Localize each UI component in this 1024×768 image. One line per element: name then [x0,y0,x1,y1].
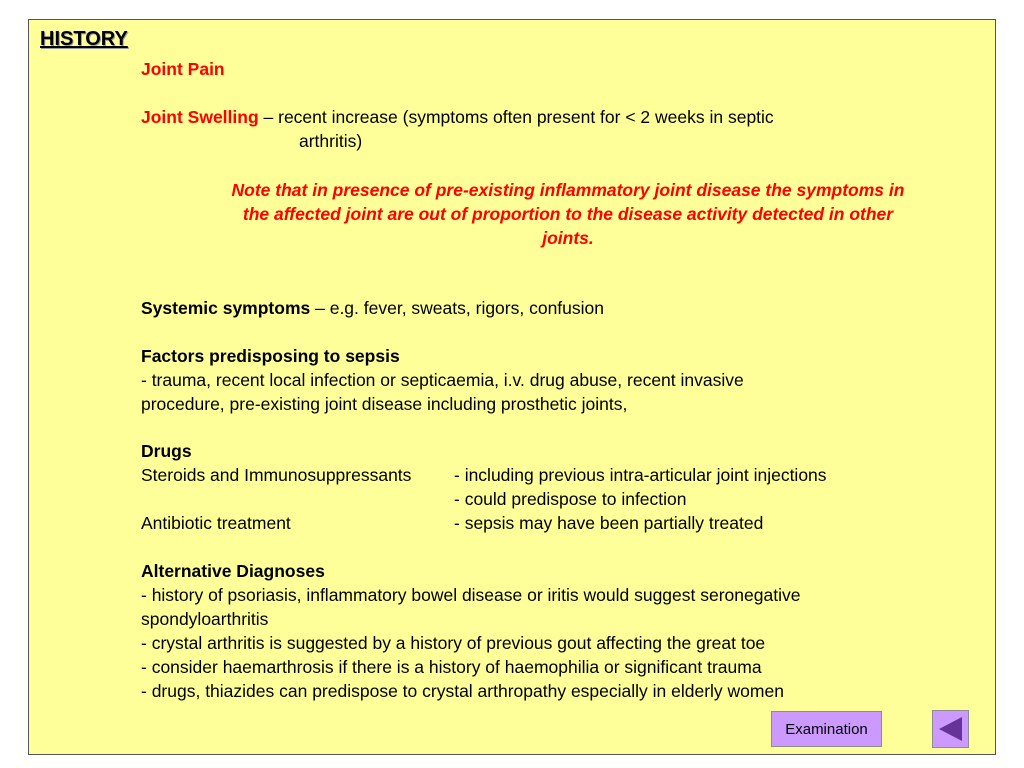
alternative-line: spondyloarthritis [141,609,269,629]
systemic-symptoms-line [141,297,604,319]
drugs-heading: Drugs [141,441,192,461]
steroids-label: Steroids and Immunosuppressants [141,465,412,485]
examination-button[interactable]: Examination [771,711,882,747]
factors-line: procedure, pre-existing joint disease including prosthetic joints, [141,394,628,414]
slide-title: HISTORY [40,28,128,50]
back-button[interactable] [932,710,969,748]
alternative-heading: Alternative Diagnoses [141,561,325,581]
systemic-symptoms-text: – e.g. fever, sweats, rigors, confusion [310,298,605,318]
note-line: Note that in presence of pre-existing inflammatory joint disease the symptoms in [231,180,905,200]
steroids-note: - including previous intra-articular joint injections [454,465,827,485]
slide [28,19,996,755]
joint-swelling-line [141,106,774,128]
back-triangle-icon [937,715,965,743]
factors-line: - trauma, recent local infection or septicaemia, i.v. drug abuse, recent invasive [141,370,744,390]
factors-heading: Factors predisposing to sepsis [141,346,400,366]
systemic-symptoms-label: Systemic symptoms [141,298,311,318]
alternative-line: - drugs, thiazides can predispose to crystal arthropathy especially in elderly women [141,681,784,701]
joint-swelling-label: Joint Swelling [141,107,259,127]
antibiotic-note: - sepsis may have been partially treated [454,513,764,533]
alternative-line: - history of psoriasis, inflammatory bowel disease or iritis would suggest seronegative [141,585,801,605]
joint-pain-label: Joint Pain [141,59,225,79]
steroids-note: - could predispose to infection [454,489,687,509]
joint-swelling-text: – recent increase (symptoms often present for < 2 weeks in septic [258,107,774,127]
joint-swelling-continuation: arthritis) [299,131,363,151]
alternative-line: - crystal arthritis is suggested by a history of previous gout affecting the great toe [141,633,766,653]
note-line: joints. [542,228,594,248]
antibiotic-label: Antibiotic treatment [141,513,291,533]
note-line: the affected joint are out of proportion to the disease activity detected in other [242,204,894,224]
inflammatory-note [172,178,964,250]
alternative-line: - consider haemarthrosis if there is a history of haemophilia or significant trauma [141,657,762,677]
